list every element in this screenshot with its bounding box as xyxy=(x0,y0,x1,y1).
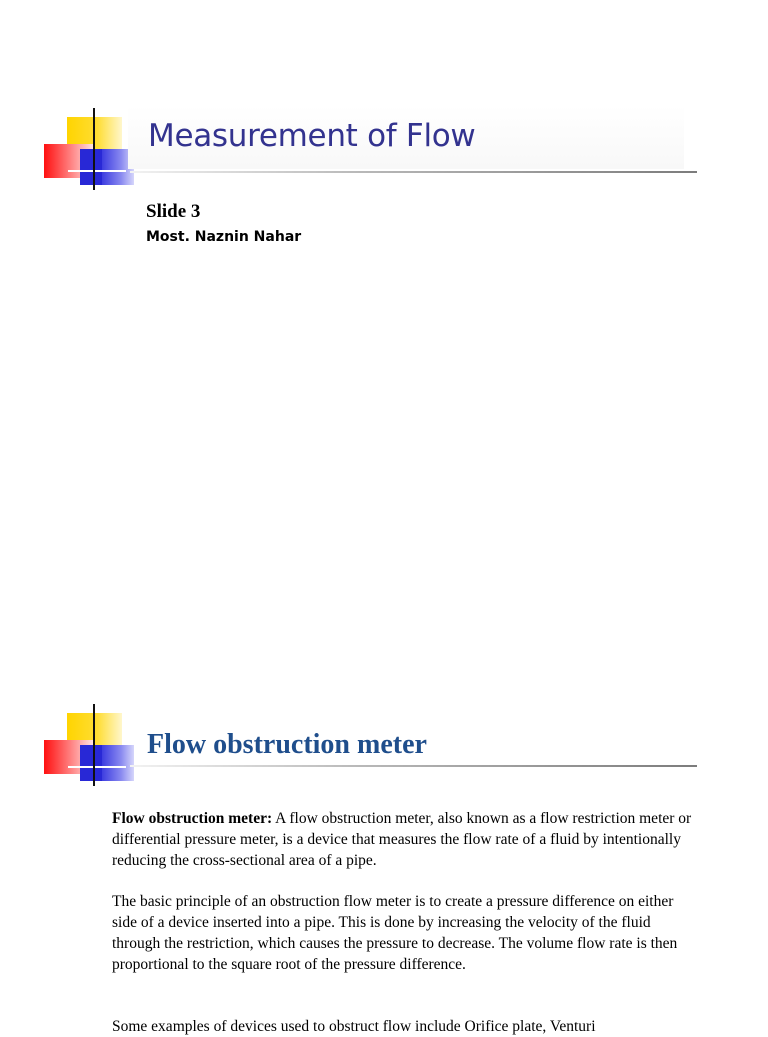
principle-paragraph: The basic principle of an obstruction flow meter is to create a pressure difference on either side of a device inserted into a pipe. This is done by increasing the velocity of the fluid through the restriction, which causes the pressure to decrease. The volume flow rate is then proportional to the square root of the pressure difference. xyxy=(112,893,678,973)
examples-paragraph: Some examples of devices used to obstruct flow include Orifice plate, Venturi xyxy=(112,1018,596,1035)
definition-term: Flow obstruction meter: xyxy=(112,810,273,827)
section-title-underline xyxy=(130,765,697,767)
definition-paragraph xyxy=(112,808,696,871)
title-underline xyxy=(130,171,697,173)
logo-horizontal-line xyxy=(68,170,126,172)
author-name: Most. Naznin Nahar xyxy=(146,229,302,245)
logo-horizontal-line xyxy=(68,766,126,768)
slide-logo-icon xyxy=(44,108,136,192)
definition-text: A flow obstruction meter, also known as a flow restriction meter or differential pressure meter, is a device that measures the flow rate of a fluid by intentionally reducing the cross-sectional area of a pipe. xyxy=(112,810,692,869)
slide-number-label: Slide 3 xyxy=(146,201,201,222)
section-title: Flow obstruction meter xyxy=(147,729,427,760)
logo-vertical-line xyxy=(93,704,95,786)
slide-logo-icon xyxy=(44,704,136,788)
slide-title: Measurement of Flow xyxy=(148,118,476,154)
logo-vertical-line xyxy=(93,108,95,190)
logo-blue-gradient-square xyxy=(102,745,134,781)
